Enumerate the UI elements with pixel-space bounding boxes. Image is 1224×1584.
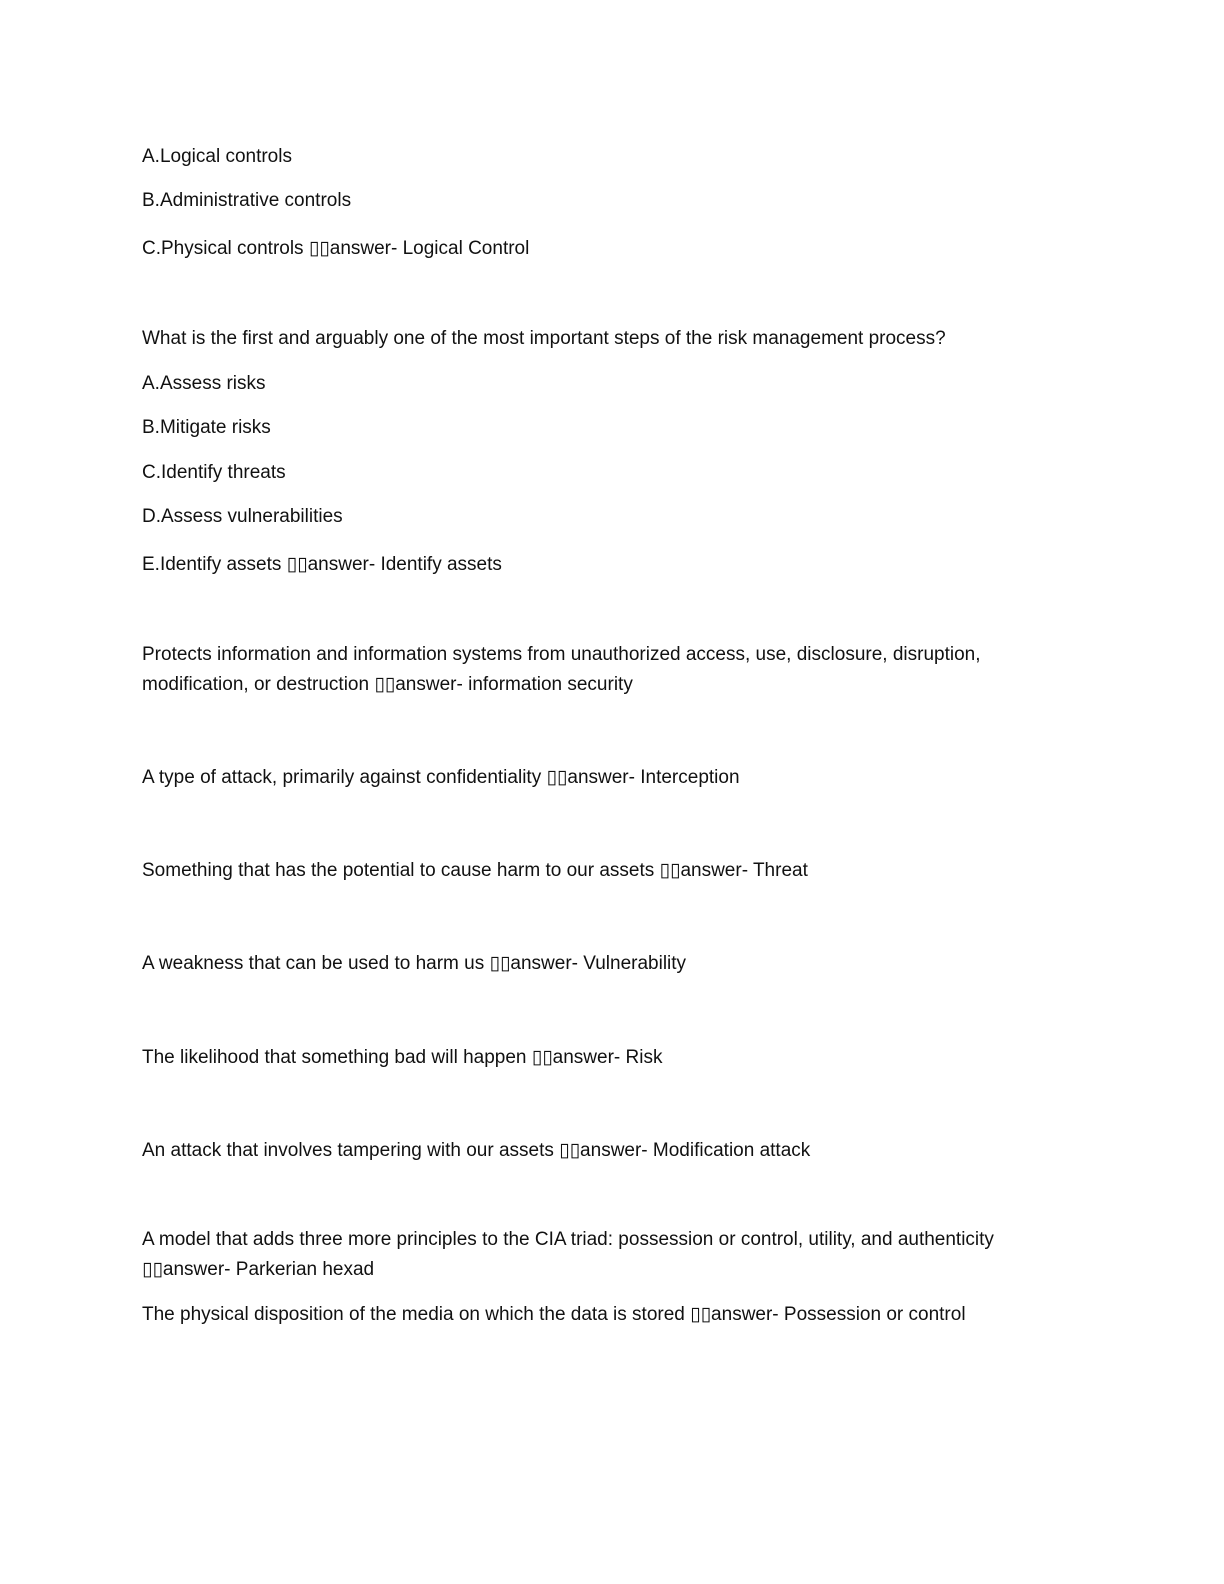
question-interception: A type of attack, primarily against confidentiality ▯▯answer- Interception	[142, 767, 740, 788]
question-modification-attack: An attack that involves tampering with our assets ▯▯answer- Modification attack	[142, 1140, 811, 1161]
option-a-logical-controls: A.Logical controls	[142, 146, 292, 167]
question-possession-or-control: The physical disposition of the media on which the data is stored ▯▯answer- Possession or control	[142, 1304, 966, 1325]
option-b-administrative-controls: B.Administrative controls	[142, 190, 352, 211]
question-parkerian-hexad: A model that adds three more principles to the CIA triad: possession or control, utility, and authenticity ▯▯answer- Parkerian hexad	[142, 1229, 994, 1280]
question-risk: The likelihood that something bad will happen ▯▯answer- Risk	[142, 1047, 663, 1068]
question-vulnerability: A weakness that can be used to harm us ▯▯answer- Vulnerability	[142, 953, 687, 974]
option-c-identify-threats: C.Identify threats	[142, 462, 286, 483]
option-b-mitigate-risks: B.Mitigate risks	[142, 417, 271, 438]
option-d-assess-vulnerabilities: D.Assess vulnerabilities	[142, 506, 343, 527]
option-a-assess-risks: A.Assess risks	[142, 373, 266, 394]
option-e-identify-assets-answer: E.Identify assets ▯▯answer- Identify assets	[142, 554, 502, 575]
question-threat: Something that has the potential to cause harm to our assets ▯▯answer- Threat	[142, 860, 808, 881]
question-risk-management-first-step: What is the first and arguably one of the most important steps of the risk management process?	[142, 328, 946, 349]
question-information-security: Protects information and information systems from unauthorized access, use, disclosure, disruption, modification, or destruction ▯▯answer- information security	[142, 644, 981, 695]
option-c-physical-controls-answer: C.Physical controls ▯▯answer- Logical Control	[142, 238, 530, 259]
